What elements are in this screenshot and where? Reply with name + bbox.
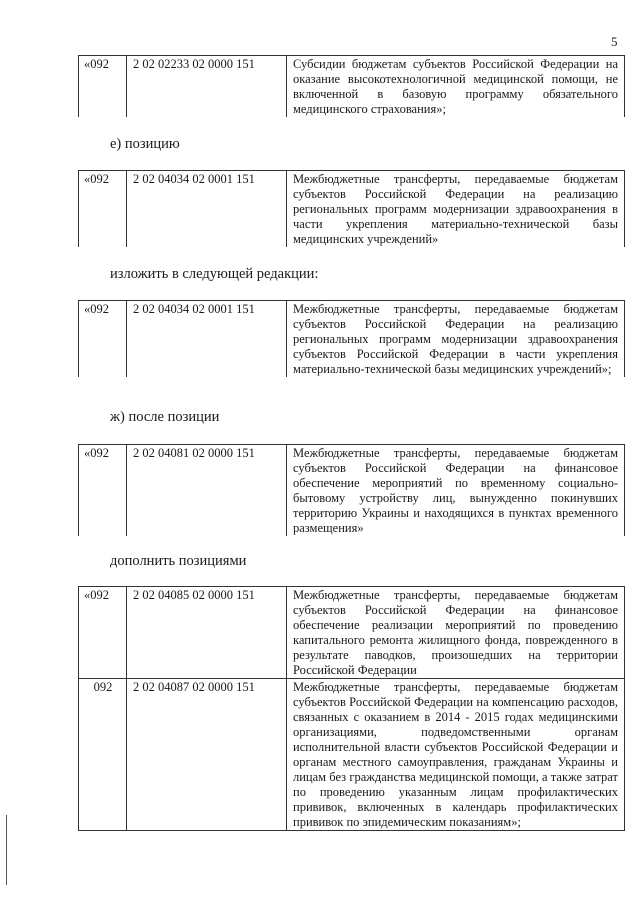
admin-code-cell: «092 — [79, 301, 127, 378]
classification-table-2 — [78, 170, 625, 247]
budget-code-cell: 2 02 04085 02 0000 151 — [127, 587, 287, 679]
classification-table-1 — [78, 55, 625, 117]
budget-code-cell: 2 02 04034 02 0001 151 — [127, 171, 287, 248]
table-row — [79, 56, 625, 118]
description-cell: Межбюджетные трансферты, передаваемые бюджетам субъектов Российской Федерации на компенсацию расходов, связанных с оказанием в 2014 - 2015 годах медицинскими организациями, подведомственными органам исполнительной власти субъектов Российской Федерации и органам местного самоуправления, гражданам Украины и лицам без гражданства медицинской помощи, а также затрат по проведению указанным лицам профилактических прививок, включенных в календарь профилактических прививок по эпидемическим показаниям»; — [287, 679, 625, 831]
classification-table-4 — [78, 444, 625, 536]
table-row — [79, 679, 625, 831]
section-heading-zh: ж) после позиции — [110, 409, 220, 425]
table-row — [79, 171, 625, 248]
budget-code-cell: 2 02 04087 02 0000 151 — [127, 679, 287, 831]
budget-code-cell: 2 02 02233 02 0000 151 — [127, 56, 287, 118]
table-row — [79, 301, 625, 378]
section-heading-add: дополнить позициями — [110, 553, 247, 569]
section-heading-edition: изложить в следующей редакции: — [110, 266, 319, 282]
budget-code-cell: 2 02 04081 02 0000 151 — [127, 445, 287, 537]
description-cell: Межбюджетные трансферты, передаваемые бюджетам субъектов Российской Федерации на реализацию региональных программ модернизации здравоохранения субъектов Российской Федерации в части укрепления материально-технической базы медицинских учреждений»; — [287, 301, 625, 378]
classification-table-5 — [78, 586, 625, 831]
classification-table-3 — [78, 300, 625, 377]
admin-code-cell: «092 — [79, 587, 127, 679]
admin-code-cell: «092 — [79, 56, 127, 118]
admin-code-cell: «092 — [79, 445, 127, 537]
page-number: 5 — [611, 34, 618, 49]
budget-code-cell: 2 02 04034 02 0001 151 — [127, 301, 287, 378]
section-heading-e: е) позицию — [110, 136, 180, 152]
description-cell: Субсидии бюджетам субъектов Российской Федерации на оказание высокотехнологичной медицинской помощи, не включенной в базовую программу обязательного медицинского страхования»; — [287, 56, 625, 118]
admin-code-cell: «092 — [79, 171, 127, 248]
description-cell: Межбюджетные трансферты, передаваемые бюджетам субъектов Российской Федерации на финансовое обеспечение реализации мероприятий по проведению капитального ремонта жилищного фонда, поврежденного в результате паводков, произошедших на территории Российской Федерации — [287, 587, 625, 679]
table-row — [79, 587, 625, 679]
scan-margin-mark — [6, 815, 7, 885]
description-cell: Межбюджетные трансферты, передаваемые бюджетам субъектов Российской Федерации на финансовое обеспечение мероприятий по временному социально-бытовому устройству лиц, вынужденно покинувших территорию Украины и находящихся в пунктах временного размещения» — [287, 445, 625, 537]
table-row — [79, 445, 625, 537]
description-cell: Межбюджетные трансферты, передаваемые бюджетам субъектов Российской Федерации на реализацию региональных программ модернизации здравоохранения в части укрепления материально-технической базы медицинских учреждений» — [287, 171, 625, 248]
admin-code-cell: 092 — [79, 679, 127, 831]
